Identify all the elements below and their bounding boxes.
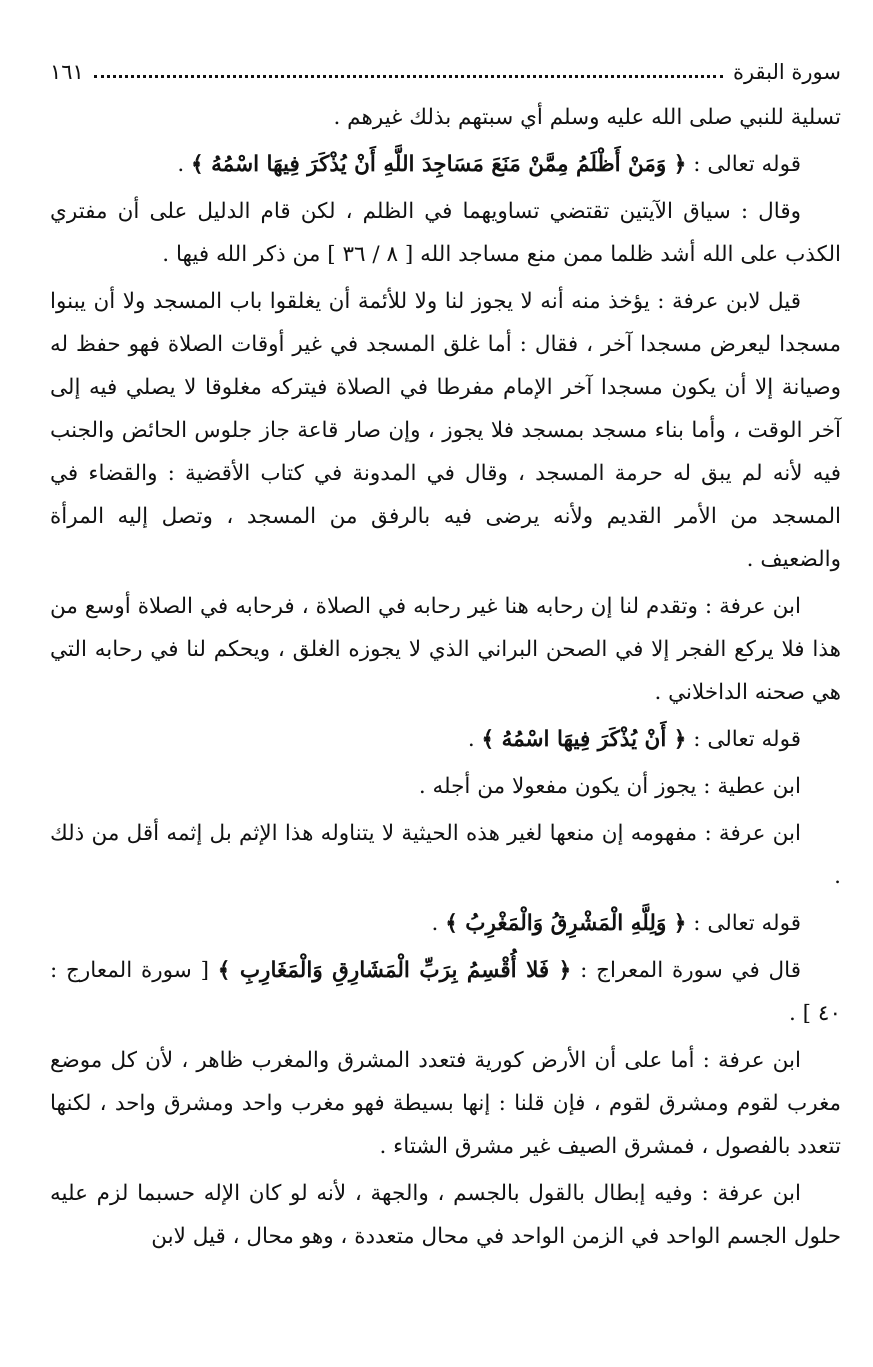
paragraph-verse-4 xyxy=(50,949,841,1035)
paragraph-commentary: ابن عرفة : وتقدم لنا إن رحابه هنا غير رحابه في الصلاة ، فرحابه في الصلاة أوسع من هذا فلا يركع الفجر إلا في الصحن البراني الذي لا يجوزه الغلق ، ويحكم لنا في رحابه التي هي صحنه الداخلاني . xyxy=(50,594,841,705)
quran-quote: ﴿ فَلا أُقْسِمُ بِرَبِّ الْمَشَارِقِ وَالْمَغَارِبِ ﴾ xyxy=(217,958,572,983)
chapter-title: سورة البقرة xyxy=(732,59,841,84)
page-number: ١٦١ xyxy=(50,59,84,84)
verse-tail: . xyxy=(177,152,192,177)
verse-tail: . xyxy=(467,727,482,752)
quran-quote: ﴿ وَلِلَّهِ الْمَشْرِقُ وَالْمَغْرِبُ ﴾ xyxy=(445,911,687,936)
running-header xyxy=(50,52,841,92)
paragraph-verse-2 xyxy=(50,718,841,761)
paragraph-commentary: وقال : سياق الآيتين تقتضي تساويهما في الظلم ، لكن قام الدليل على أن مفتري الكذب على الله أشد ظلما ممن منع مساجد الله [ ٨ / ٣٦ ] من ذكر الله فيها . xyxy=(50,199,841,267)
paragraph-commentary: قيل لابن عرفة : يؤخذ منه أنه لا يجوز لنا ولا للأئمة أن يغلقوا باب المسجد ولا أن يبنوا مسجدا ليعرض مسجدا آخر ، فقال : أما غلق المسجد في غير أوقات الصلاة فهو حفظ له وصيانة إلا أن يكون مسجدا آخر الإمام مفرطا في الصلاة فيتركه مغلوقا لا يصلي فيه إلى آخر الوقت ، وأما بناء مسجد بمسجد فلا يجوز ، وإن صار قاعة جاز جلوس الحائض والجنب فيه لأنه لم يبق له حرمة المسجد ، وقال في المدونة في كتاب الأقضية : والقضاء في المسجد من الأمر القديم ولأنه يرضى فيه بالرفق من المسجد ، وتصل إليه المرأة والضعيف . xyxy=(50,289,841,572)
paragraph-verse-3 xyxy=(50,902,841,945)
paragraph-commentary: ابن عطية : يجوز أن يكون مفعولا من أجله . xyxy=(418,774,801,799)
page-body xyxy=(50,96,841,1258)
verse-lead: قوله تعالى : xyxy=(686,911,801,936)
quran-quote: ﴿ أَنْ يُذْكَرَ فِيهَا اسْمُهُ ﴾ xyxy=(481,727,687,752)
paragraph-commentary: ابن عرفة : وفيه إبطال بالقول بالجسم ، والجهة ، لأنه لو كان الإله حسبما لزم عليه حلول الجسم الواحد في الزمن الواحد في محال متعددة ، وهو محال ، قيل لابن xyxy=(50,1181,841,1249)
verse-lead: قوله تعالى : xyxy=(686,727,801,752)
verse-tail: [ سورة المعارج : ٤٠ ] . xyxy=(50,958,841,1026)
verse-lead: قال في سورة المعراج : xyxy=(571,958,802,983)
paragraph-commentary: ابن عرفة : مفهومه إن منعها لغير هذه الحيثية لا يتناوله هذا الإثم بل إثمه أقل من ذلك . xyxy=(50,821,841,889)
quran-quote: ﴿ وَمَنْ أَظْلَمُ مِمَّنْ مَنَعَ مَسَاجِدَ اللَّهِ أَنْ يُذْكَرَ فِيهَا اسْمُهُ ﴾ xyxy=(191,152,687,177)
verse-lead: قوله تعالى : xyxy=(686,152,801,177)
header-dot-leader xyxy=(94,75,723,78)
verse-tail: . xyxy=(431,911,446,936)
paragraph-verse-1 xyxy=(50,143,841,186)
paragraph-continuation: تسلية للنبي صلى الله عليه وسلم أي سبتهم بذلك غيرهم . xyxy=(333,105,841,130)
paragraph-commentary: ابن عرفة : أما على أن الأرض كورية فتعدد المشرق والمغرب ظاهر ، لأن كل موضع مغرب لقوم ومشرق لقوم ، فإن قلنا : إنها بسيطة فهو مغرب واحد ومشرق واحد ، لكنها تتعدد بالفصول ، فمشرق الصيف غير مشرق الشتاء . xyxy=(50,1048,841,1159)
